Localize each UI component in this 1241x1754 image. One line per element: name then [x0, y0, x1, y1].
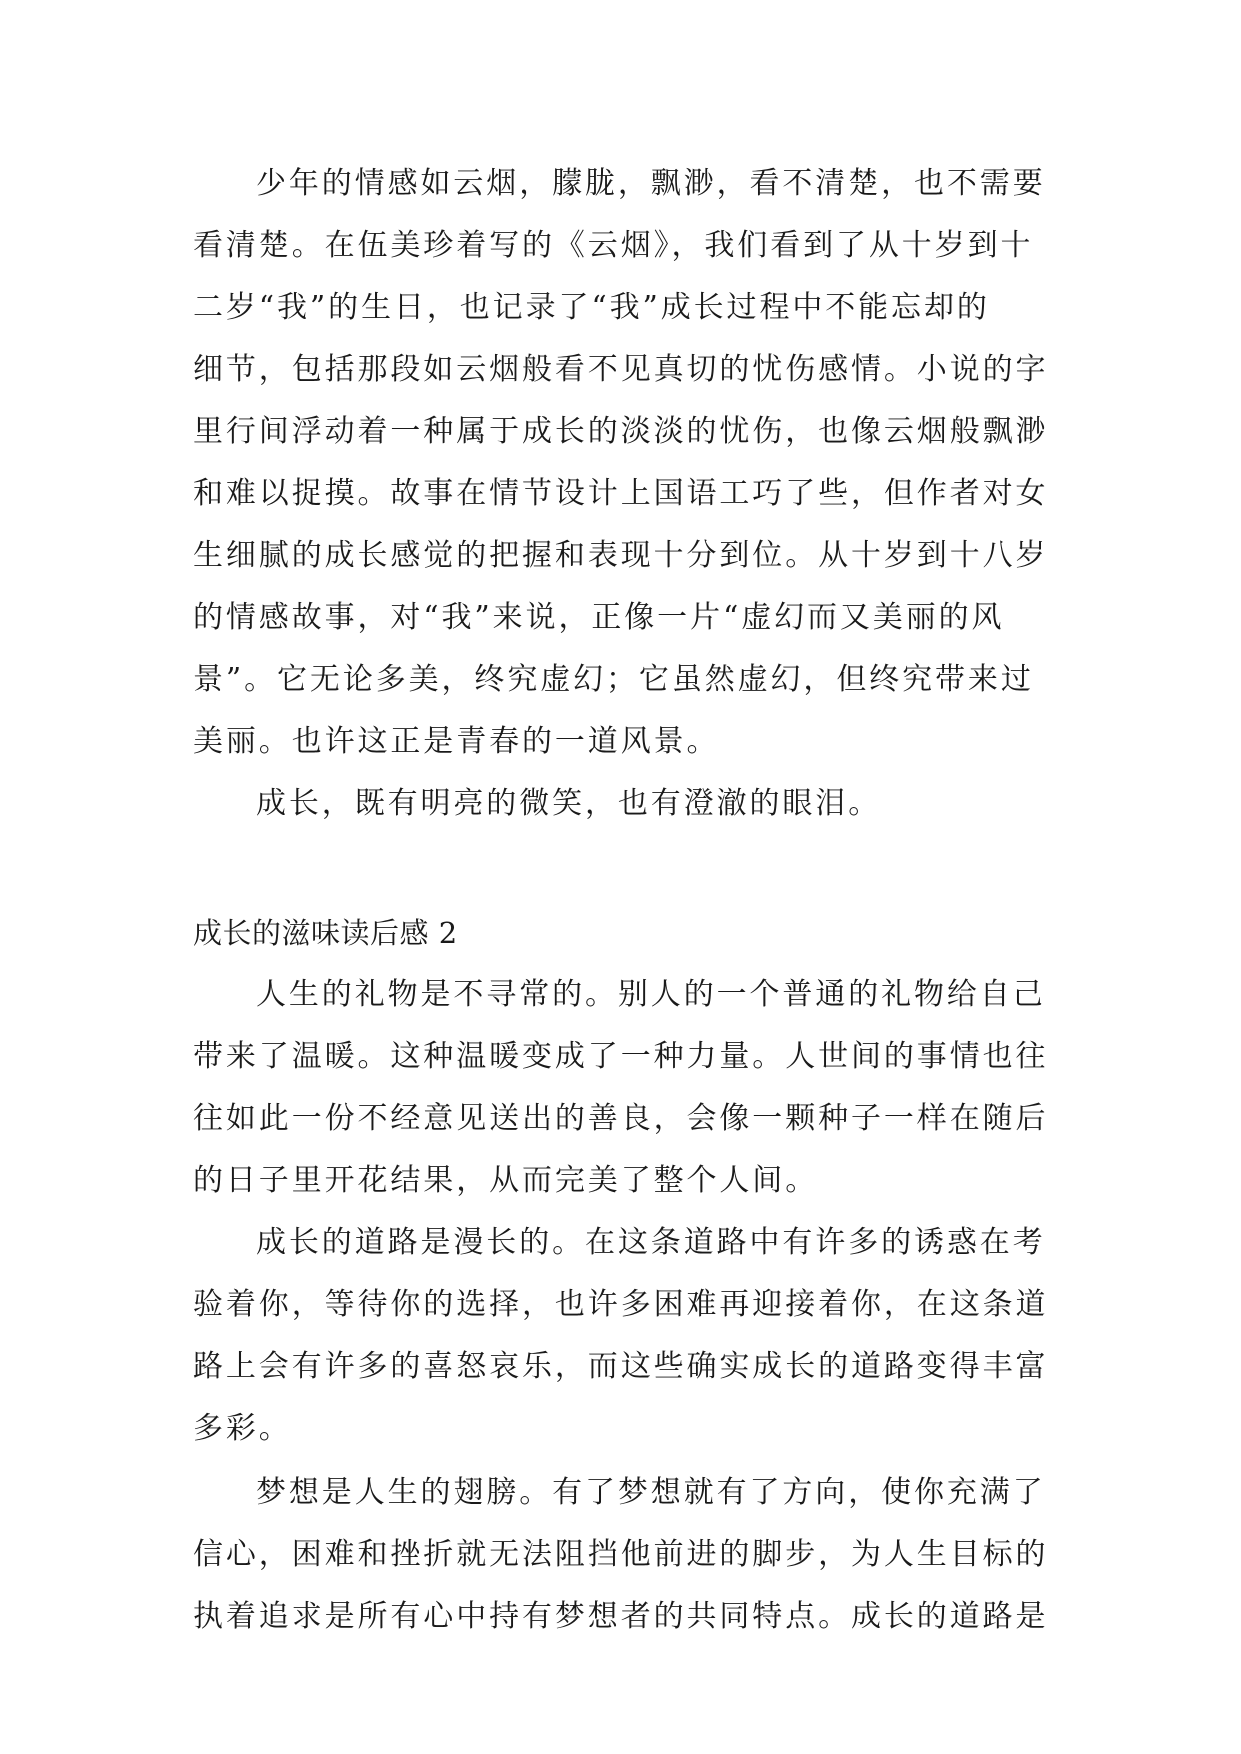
paragraph-line: 往如此一份不经意见送出的善良，会像一颗种子一样在随后 [193, 1101, 1049, 1136]
paragraph-line: 带来了温暖。这种温暖变成了一种力量。人世间的事情也往 [193, 1039, 1049, 1074]
paragraph-line: 人生的礼物是不寻常的。别人的一个普通的礼物给自己 [256, 977, 1046, 1012]
paragraph-line: 成长，既有明亮的微笑，也有澄澈的眼泪。 [256, 786, 882, 821]
paragraph-line: 里行间浮动着一种属于成长的淡淡的忧伤，也像云烟般飘渺 [193, 414, 1049, 449]
paragraph-line: 验着你，等待你的选择，也许多困难再迎接着你，在这条道 [193, 1287, 1049, 1322]
paragraph-line: 执着追求是所有心中持有梦想者的共同特点。成长的道路是 [193, 1599, 1049, 1634]
paragraph-line: 的情感故事，对“我”来说，正像一片“虚幻而又美丽的风 [193, 600, 1005, 635]
paragraph-line: 的日子里开花结果，从而完美了整个人间。 [193, 1163, 819, 1198]
paragraph-line: 少年的情感如云烟，朦胧，飘渺，看不清楚，也不需要 [256, 166, 1046, 201]
paragraph-line: 成长的道路是漫长的。在这条道路中有许多的诱惑在考 [256, 1225, 1046, 1260]
paragraph-line: 梦想是人生的翅膀。有了梦想就有了方向，使你充满了 [256, 1475, 1046, 1510]
paragraph-line: 细节，包括那段如云烟般看不见真切的忧伤感情。小说的字 [193, 352, 1049, 387]
paragraph-line: 路上会有许多的喜怒哀乐，而这些确实成长的道路变得丰富 [193, 1349, 1049, 1384]
paragraph-line: 二岁“我”的生日，也记录了“我”成长过程中不能忘却的 [193, 290, 990, 325]
paragraph-line: 信心，困难和挫折就无法阻挡他前进的脚步，为人生目标的 [193, 1537, 1049, 1572]
paragraph-line: 美丽。也许这正是青春的一道风景。 [193, 724, 720, 759]
paragraph-line: 多彩。 [193, 1411, 292, 1446]
paragraph-line: 看清楚。在伍美珍着写的《云烟》，我们看到了从十岁到十 [193, 228, 1034, 263]
section-heading: 成长的滋味读后感 2 [193, 916, 458, 950]
paragraph-line: 和难以捉摸。故事在情节设计上国语工巧了些，但作者对女 [193, 476, 1049, 511]
paragraph-line: 景”。它无论多美，终究虚幻；它虽然虚幻，但终究带来过 [193, 662, 1034, 697]
paragraph-line: 生细腻的成长感觉的把握和表现十分到位。从十岁到十八岁 [193, 538, 1049, 573]
